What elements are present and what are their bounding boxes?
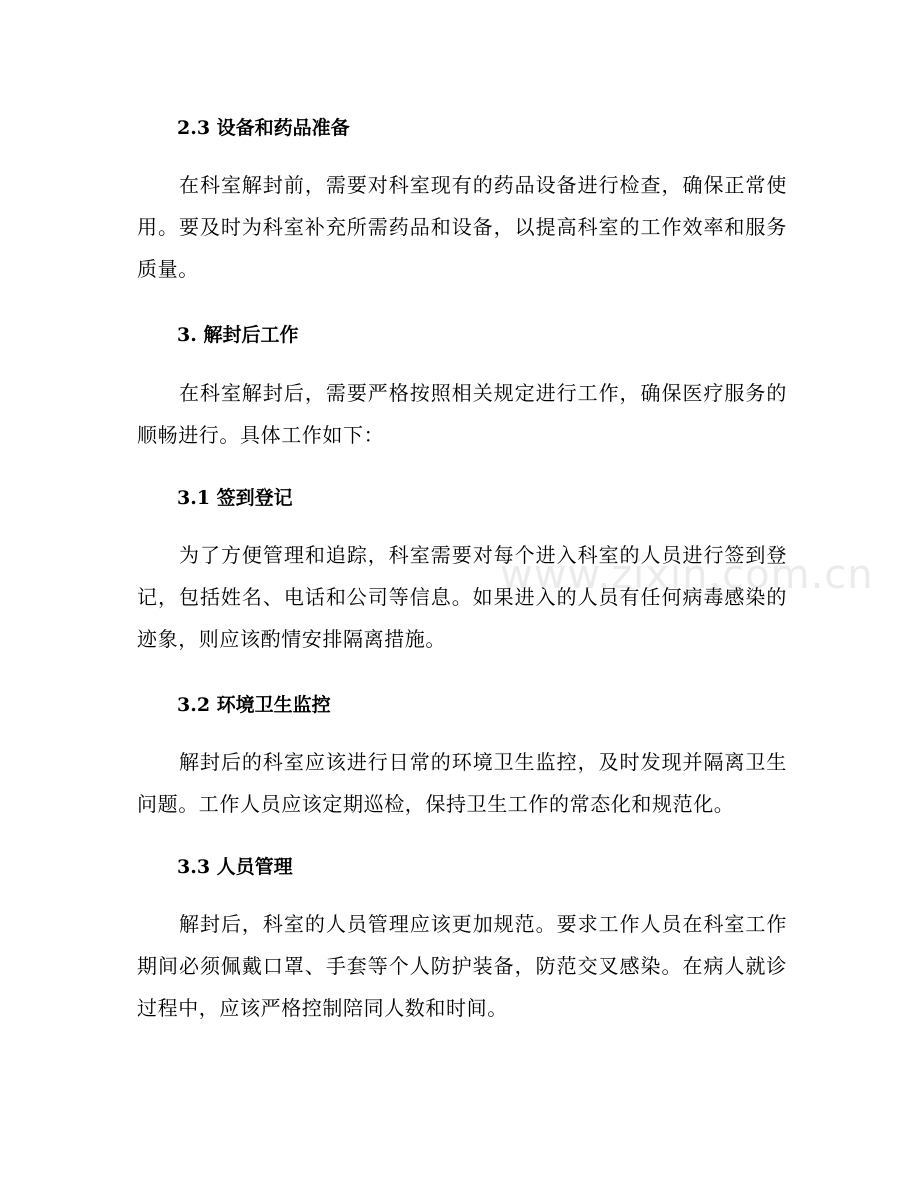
- section-heading-3-2: 3.2 环境卫生监控: [177, 694, 331, 716]
- section-paragraph-3-1: 为了方便管理和追踪，科室需要对每个进入科室的人员进行签到登记，包括姓名、电话和公司等信息。如果进入的人员有任何病毒感染的迹象，则应该酌情安排隔离措施。: [137, 543, 787, 651]
- section-heading-3-3: 3.3 人员管理: [177, 856, 293, 878]
- section-paragraph-3-2: 解封后的科室应该进行日常的环境卫生监控，及时发现并隔离卫生问题。工作人员应该定期巡检，保持卫生工作的常态化和规范化。: [137, 750, 787, 816]
- section-heading-3: 3. 解封后工作: [177, 324, 299, 346]
- section-heading-2-3: 2.3 设备和药品准备: [177, 117, 350, 139]
- watermark-text: www.zixin.com.cn: [500, 552, 874, 598]
- section-paragraph-3-3: 解封后，科室的人员管理应该更加规范。要求工作人员在科室工作期间必须佩戴口罩、手套等个人防护装备，防范交叉感染。在病人就诊过程中，应该严格控制陪同人数和时间。: [137, 912, 787, 1020]
- section-heading-3-1: 3.1 签到登记: [177, 487, 293, 509]
- section-paragraph-2-3: 在科室解封前，需要对科室现有的药品设备进行检查，确保正常使用。要及时为科室补充所需药品和设备，以提高科室的工作效率和服务质量。: [137, 173, 787, 281]
- section-paragraph-3: 在科室解封后，需要严格按照相关规定进行工作，确保医疗服务的顺畅进行。具体工作如下：: [137, 381, 787, 447]
